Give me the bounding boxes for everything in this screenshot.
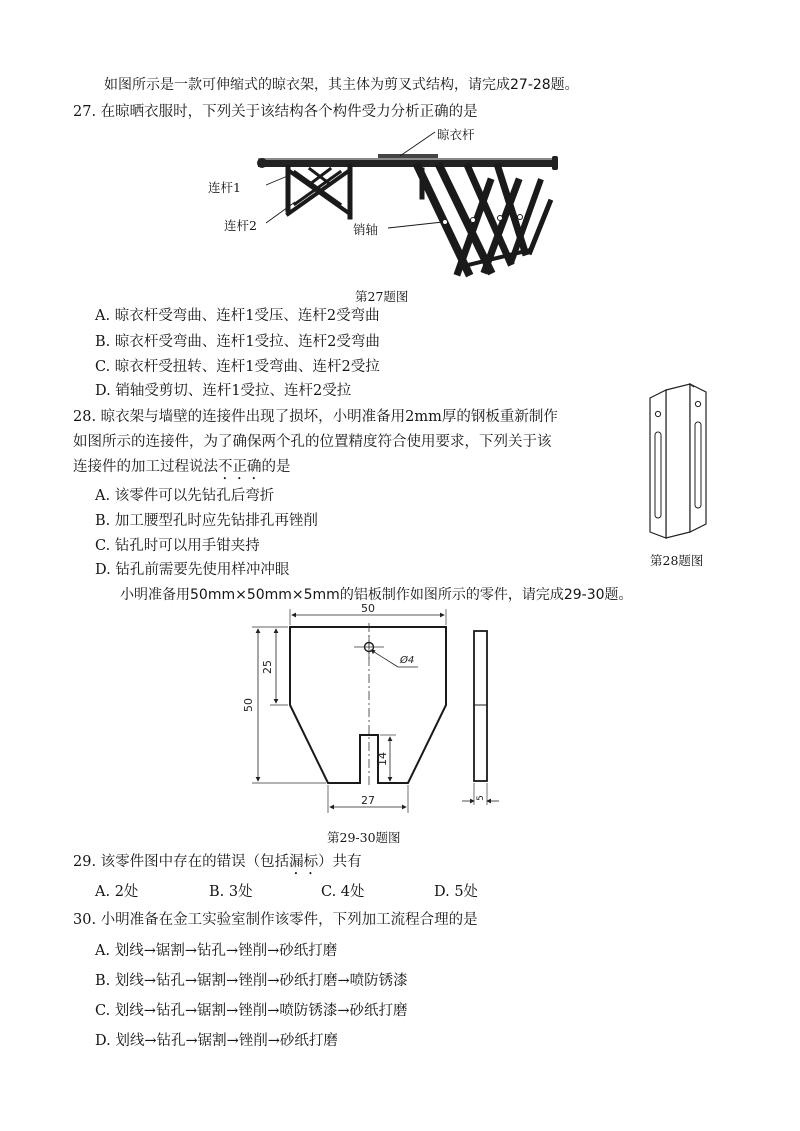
label-drying-rod: 晾衣杆 (437, 127, 475, 142)
intro-27-28: 如图所示是一款可伸缩式的晾衣架，其主体为剪叉式结构，请完成27-28题。 (104, 77, 579, 93)
figure-28-bracket (646, 382, 716, 542)
q27-option-b: B. 晾衣杆受弯曲、连杆1受拉、连杆2受弯曲 (95, 334, 380, 350)
q28-option-c: C. 钻孔时可以用手钳夹持 (95, 538, 260, 554)
q28-stem-pre: 连接件的加工过程说法 (73, 459, 218, 475)
q28-stem-line2: 如图所示的连接件，为了确保两个孔的位置精度符合使用要求，下列关于该 (73, 434, 552, 450)
q28-stem-line1: 28. 晾衣架与墙壁的连接件出现了损坏，小明准备用2mm厚的钢板重新制作 (73, 409, 558, 425)
figure-27-caption: 第27题图 (355, 289, 409, 304)
q30-option-c: C. 划线→钻孔→锯割→锉削→喷防锈漆→砂纸打磨 (95, 1003, 408, 1019)
figure-29-30-drawing (240, 602, 510, 830)
q28-option-b: B. 加工腰型孔时应先钻排孔再锉削 (95, 513, 318, 529)
hole-leader (371, 650, 398, 667)
q30-option-d: D. 划线→钻孔→锯割→锉削→砂纸打磨 (95, 1033, 338, 1049)
label-link1: 连杆1 (208, 180, 241, 195)
q29-stem-emphasis: 漏标 (289, 854, 319, 870)
part-outline (290, 627, 446, 783)
q28-stem-line3 (73, 456, 291, 483)
dim-hole-pos-text: 25 (261, 660, 274, 674)
figure-29-30-caption: 第29-30题图 (327, 830, 401, 845)
q29-option-d: D. 5处 (434, 884, 479, 900)
q30-stem: 30. 小明准备在金工实验室制作该零件，下列加工流程合理的是 (73, 912, 478, 928)
label-link2: 连杆2 (224, 218, 257, 233)
rod-leader (400, 132, 435, 156)
q30-option-a: A. 划线→锯割→钻孔→锉削→砂纸打磨 (95, 943, 338, 959)
q28-stem-emphasis: 不正确 (218, 459, 262, 475)
figure-27-clothes-rack (200, 122, 560, 287)
q29-stem (73, 851, 362, 878)
drying-rod (257, 154, 558, 170)
q27-option-d: D. 销轴受剪切、连杆1受拉、连杆2受拉 (95, 383, 352, 399)
dim-thickness-text: 5 (476, 795, 486, 801)
q27-option-c: C. 晾衣杆受扭转、连杆1受弯曲、连杆2受拉 (95, 359, 380, 375)
q30-option-b: B. 划线→钻孔→锯割→锉削→砂纸打磨→喷防锈漆 (95, 973, 408, 989)
q29-option-b: B. 3处 (209, 884, 253, 900)
q29-stem-post: ）共有 (318, 854, 362, 870)
dim-slot-text: 14 (376, 752, 389, 766)
small-scissor-arm (288, 167, 350, 217)
q27-stem: 27. 在晾晒衣服时，下列关于该结构各个构件受力分析正确的是 (73, 104, 478, 120)
intro-29-30: 小明准备用50mm×50mm×5mm的铝板制作如图所示的零件，请完成29-30题。 (120, 587, 633, 603)
q29-option-c: C. 4处 (321, 884, 365, 900)
q29-stem-pre: 29. 该零件图中存在的错误（包括 (73, 854, 290, 870)
side-view (474, 631, 487, 781)
q28-stem-post: 的是 (261, 459, 291, 475)
pin-leader (388, 222, 443, 228)
q28-option-a: A. 该零件可以先钻孔后弯折 (95, 488, 275, 504)
q28-option-d: D. 钻孔前需要先使用样冲冲眼 (95, 562, 290, 578)
q29-option-a: A. 2处 (95, 884, 139, 900)
dim-height-text: 50 (242, 698, 255, 712)
dim-hole-dia-text: Ø4 (400, 655, 415, 666)
large-scissor-arm (418, 167, 550, 272)
dim-bottom-text: 27 (361, 794, 375, 807)
label-pin: 销轴 (353, 222, 379, 237)
figure-28-caption: 第28题图 (650, 553, 704, 568)
q27-option-a: A. 晾衣杆受弯曲、连杆1受压、连杆2受弯曲 (95, 308, 380, 324)
dim-width-text: 50 (361, 602, 375, 615)
